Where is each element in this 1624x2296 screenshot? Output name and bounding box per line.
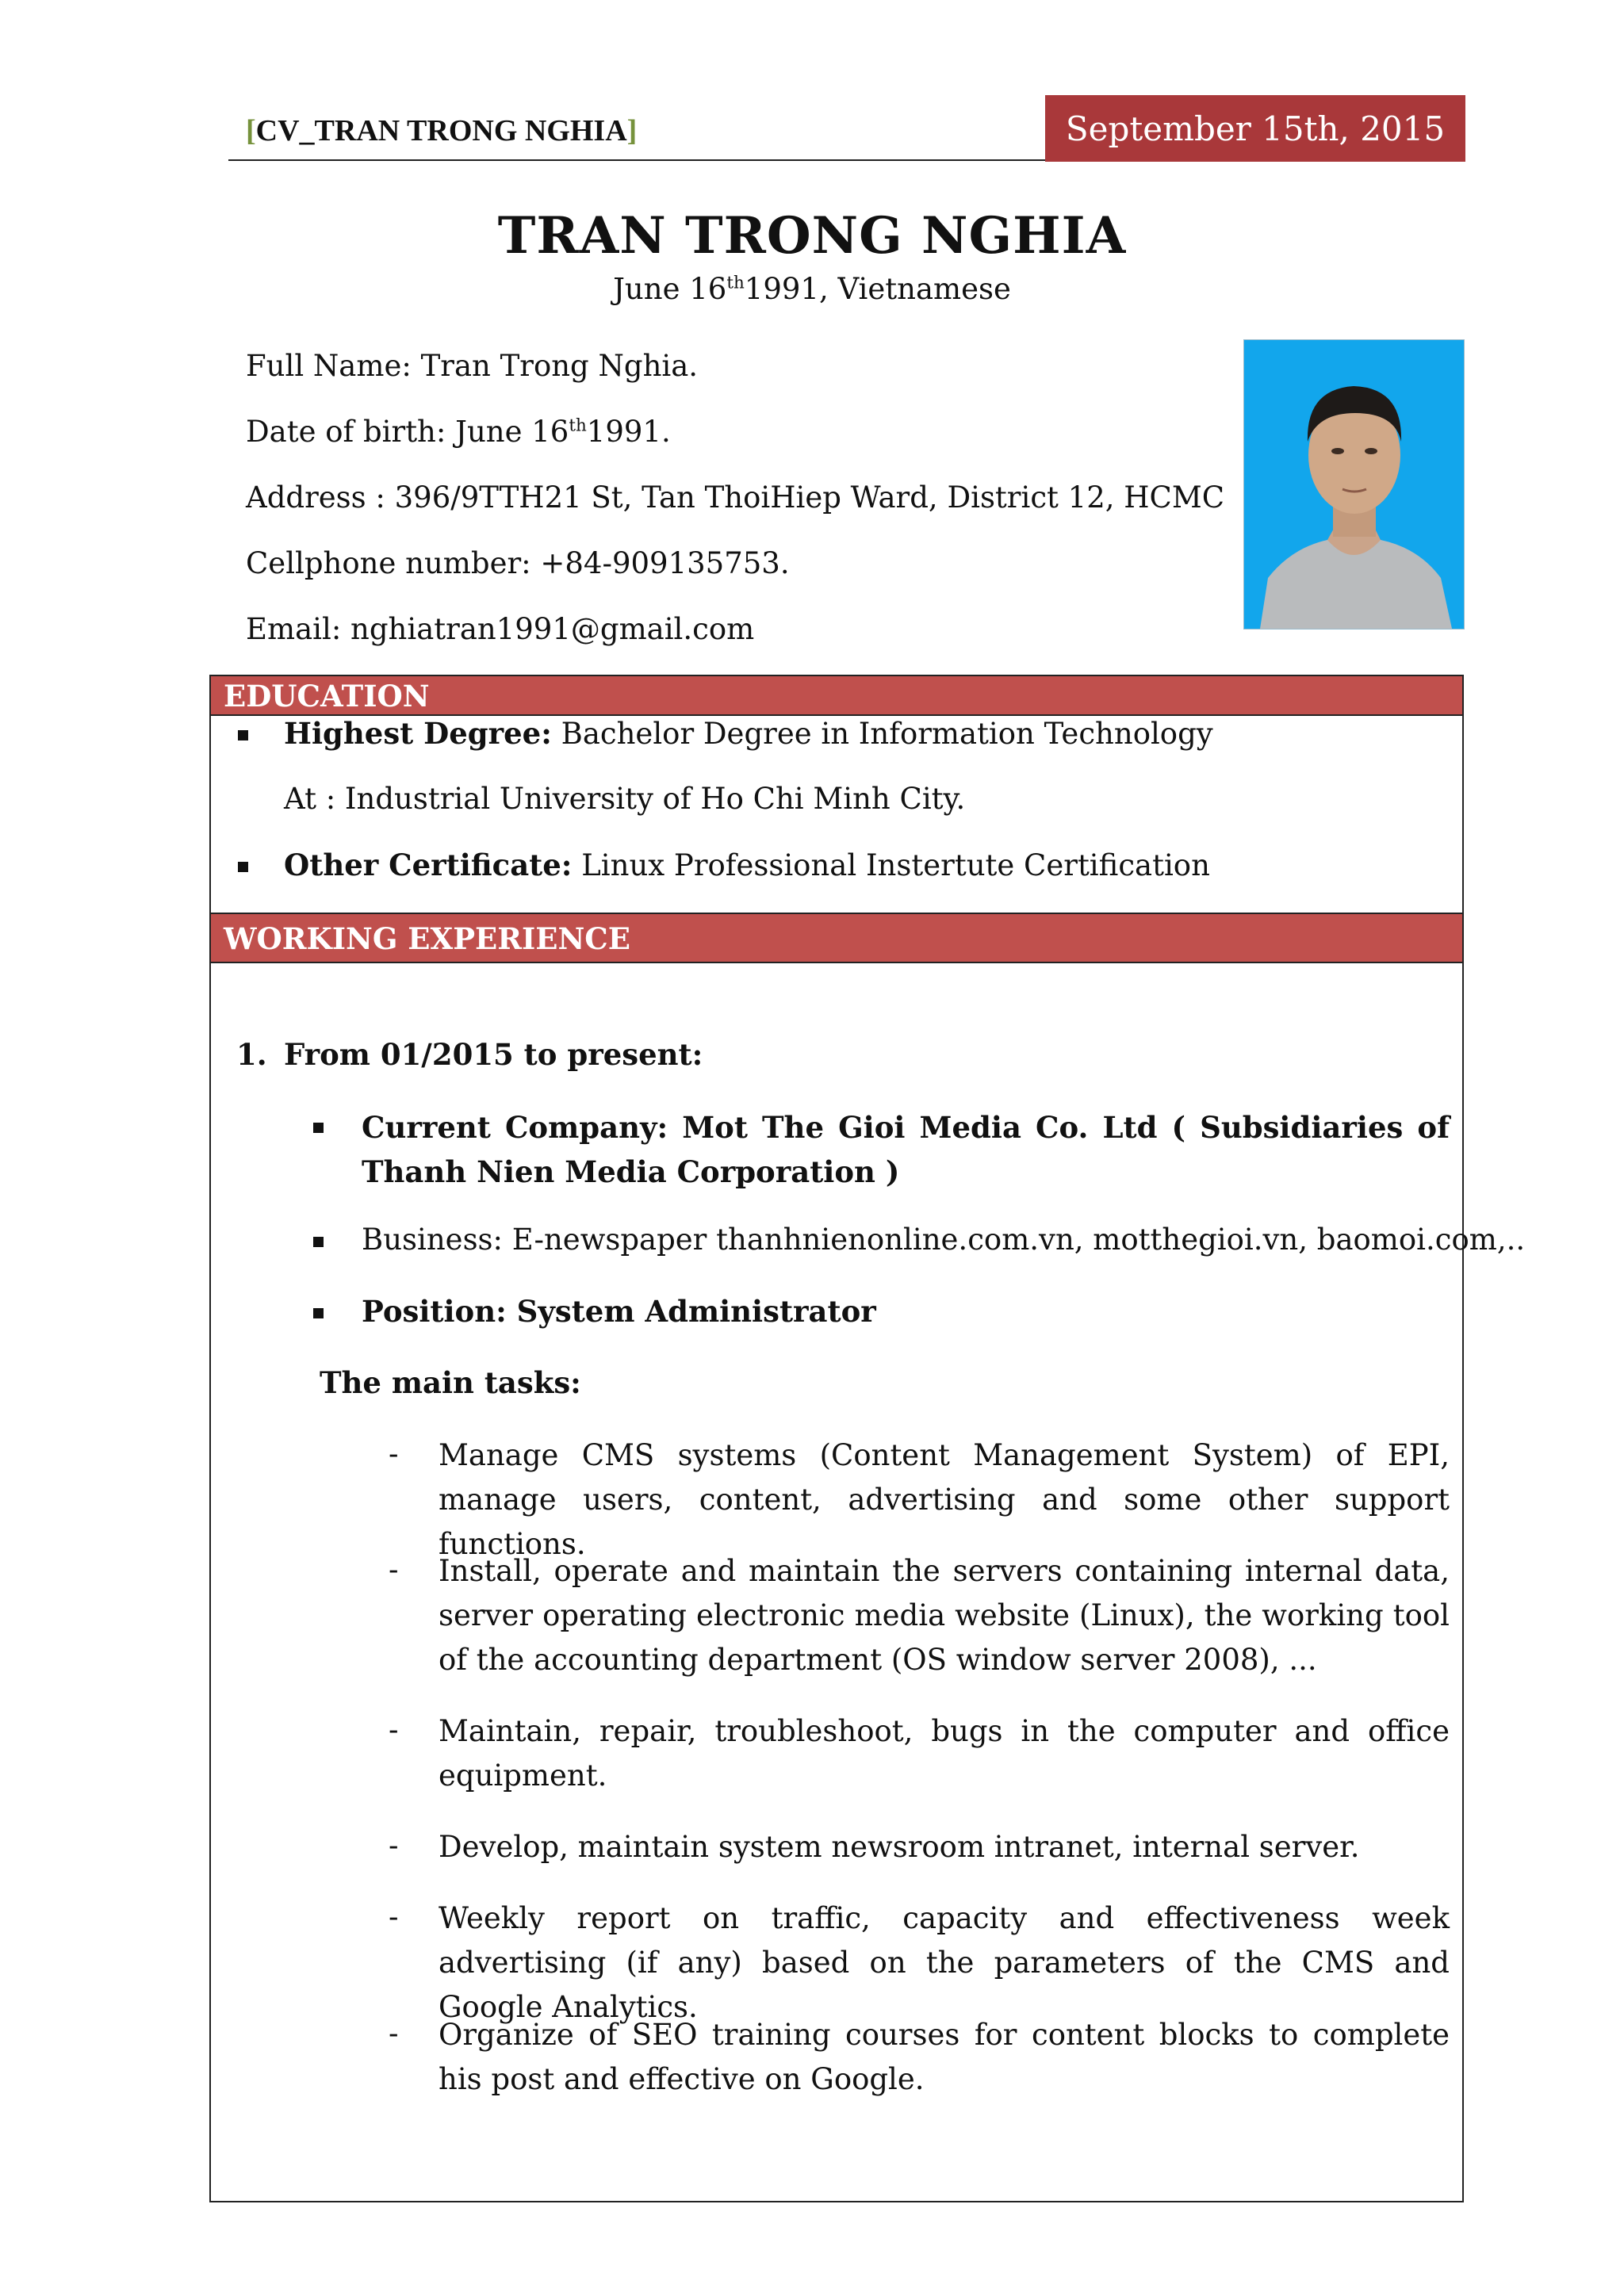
position: Position: System Administrator (362, 1294, 876, 1329)
cellphone: Cellphone number: +84-909135753. (246, 546, 790, 580)
experience-heading: WORKING EXPERIENCE (209, 913, 1464, 963)
task-item: Develop, maintain system newsroom intranet, internal server. (439, 1830, 1360, 1864)
address: Address : 396/9TTH21 St, Tan ThoiHiep Ward, District 12, HCMC (246, 480, 1225, 515)
task-item: Organize of SEO training courses for content blocks to complete his post and effective on Google. (439, 2018, 1450, 2096)
other-certificate: Other Certificate: Linux Professional Instertute Certification (284, 848, 1210, 882)
task-item: Maintain, repair, troubleshoot, bugs in the computer and office equipment. (439, 1714, 1450, 1793)
task-dash: - (389, 2016, 399, 2050)
date-badge: September 15th, 2015 (1045, 95, 1465, 162)
full-name: Full Name: Tran Trong Nghia. (246, 349, 699, 383)
task-item: Weekly report on traffic, capacity and effectiveness week advertising (if any) based on the parameters of the CMS and Google Analytics. (439, 1901, 1450, 2024)
business: Business: E-newspaper thanhnienonline.com.vn, motthegioi.vn, baomoi.com,.. (362, 1223, 1526, 1257)
tasks-heading: The main tasks: (320, 1365, 581, 1400)
highest-degree: Highest Degree: Bachelor Degree in Information Technology (284, 716, 1213, 751)
profile-photo (1243, 339, 1465, 629)
current-company: Current Company: Mot The Gioi Media Co. Ltd ( Subsidiaries of Thanh Nien Media Corporation ) (362, 1110, 1450, 1189)
task-dash: - (389, 1552, 399, 1586)
bullet-square-icon (238, 862, 248, 872)
task-dash: - (389, 1712, 399, 1747)
bullet-square-icon (313, 1308, 324, 1318)
document-label: [CV_TRAN TRONG NGHIA] (246, 114, 638, 147)
task-item: Install, operate and maintain the servers containing internal data, server operating electronic media website (Linux), the working tool of the accounting department (OS window server 2008), ... (439, 1554, 1450, 1677)
period-number: 1. (236, 1037, 267, 1072)
task-dash: - (389, 1828, 399, 1862)
school: At : Industrial University of Ho Chi Minh City. (284, 782, 966, 816)
task-dash: - (389, 1437, 399, 1471)
bullet-square-icon (238, 730, 248, 740)
bullet-square-icon (313, 1123, 324, 1133)
education-heading: EDUCATION (209, 675, 1464, 716)
header-rule (228, 159, 1045, 161)
bullet-square-icon (313, 1237, 324, 1247)
candidate-subtitle: June 16th1991, Vietnamese (613, 272, 1011, 306)
task-item: Manage CMS systems (Content Management System) of EPI, manage users, content, advertising and some other support functions. (439, 1438, 1450, 1561)
email[interactable]: Email: nghiatran1991@gmail.com (246, 612, 755, 646)
task-dash: - (389, 1900, 399, 1934)
date-of-birth: Date of birth: June 16th1991. (246, 415, 671, 449)
period: From 01/2015 to present: (284, 1037, 703, 1072)
candidate-name: TRAN TRONG NGHIA (497, 206, 1127, 266)
